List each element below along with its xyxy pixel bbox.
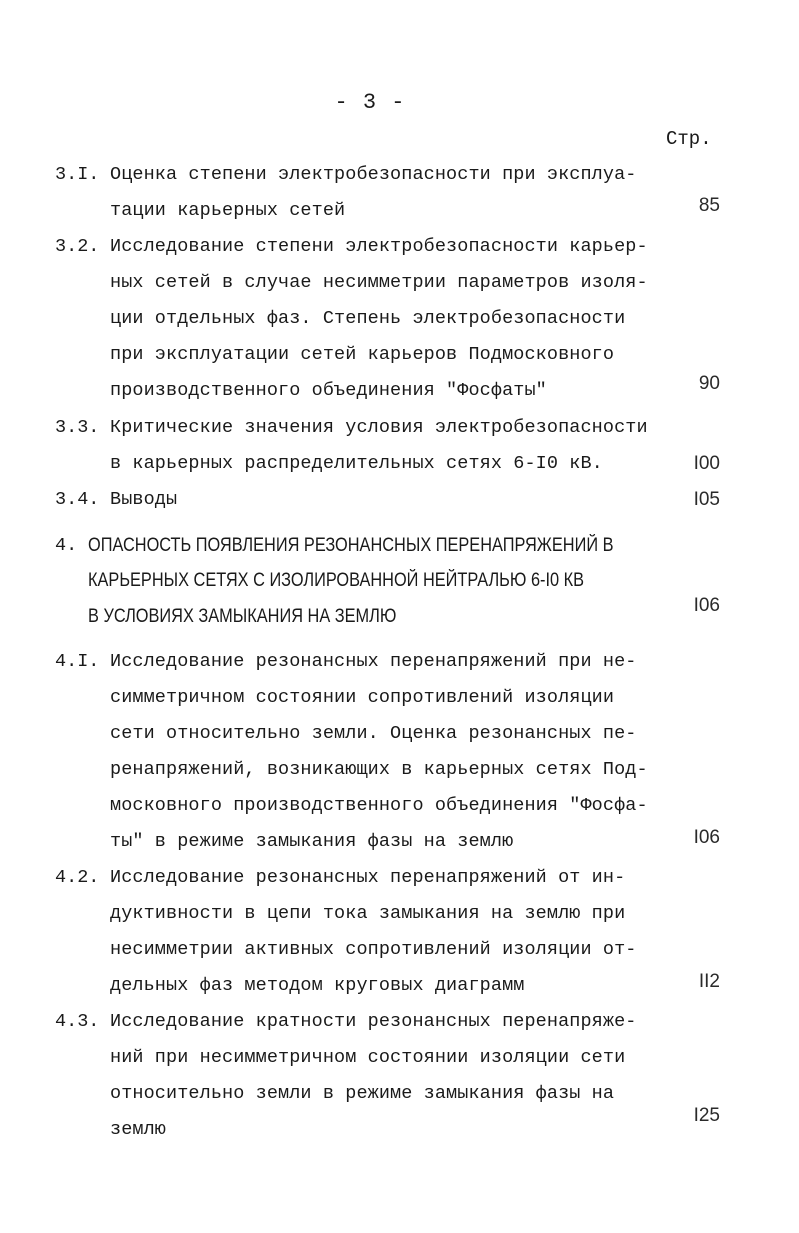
entry-number: 4.2. bbox=[55, 867, 100, 888]
entry-line: Выводы bbox=[110, 489, 178, 510]
page-column-header: Стр. bbox=[666, 128, 712, 150]
page-number: - 3 - bbox=[334, 90, 406, 115]
entry-page: I00 bbox=[693, 453, 720, 474]
entry-page: 85 bbox=[698, 195, 720, 216]
entry-line: В УСЛОВИЯХ ЗАМЫКАНИЯ НА ЗЕМЛЮ bbox=[88, 606, 397, 627]
entry-line: ний при несимметричном состоянии изоляции сети bbox=[110, 1047, 626, 1068]
entry-number: 3.I. bbox=[55, 164, 100, 185]
entry-line: относительно земли в режиме замыкания фазы на bbox=[110, 1083, 615, 1104]
entry-line: московного производственного объединения "Фосфа- bbox=[110, 795, 648, 816]
entry-line: ОПАСНОСТЬ ПОЯВЛЕНИЯ РЕЗОНАНСНЫХ ПЕРЕНАПРЯЖЕНИЙ В bbox=[88, 535, 614, 556]
entry-line: производственного объединения "Фосфаты" bbox=[110, 380, 547, 401]
entry-line: ренапряжений, возникающих в карьерных сетях Под- bbox=[110, 759, 648, 780]
entry-number: 3.3. bbox=[55, 417, 100, 438]
entry-line: сети относительно земли. Оценка резонансных пе- bbox=[110, 723, 637, 744]
entry-number: 3.2. bbox=[55, 236, 100, 257]
entry-line: при эксплуатации сетей карьеров Подмосковного bbox=[110, 344, 615, 365]
entry-line: симметричном состоянии сопротивлений изоляции bbox=[110, 687, 615, 708]
entry-line: в карьерных распределительных сетях 6-I0 кВ. bbox=[110, 453, 603, 474]
entry-line: ции отдельных фаз. Степень электробезопасности bbox=[110, 308, 626, 329]
entry-line: Критические значения условия электробезопасности bbox=[110, 417, 648, 438]
entry-page: I05 bbox=[693, 489, 720, 510]
entry-line: Исследование резонансных перенапряжений от ин- bbox=[110, 867, 626, 888]
entry-number: 3.4. bbox=[55, 489, 100, 510]
entry-line: Исследование резонансных перенапряжений при не- bbox=[110, 651, 637, 672]
entry-line: тации карьерных сетей bbox=[110, 200, 346, 221]
entry-line: ных сетей в случае несимметрии параметров изоля- bbox=[110, 272, 648, 293]
entry-line: Исследование степени электробезопасности карьер- bbox=[110, 236, 648, 257]
entry-number: 4.3. bbox=[55, 1011, 100, 1032]
entry-line: землю bbox=[110, 1119, 167, 1140]
entry-number: 4.I. bbox=[55, 651, 100, 672]
entry-line: несимметрии активных сопротивлений изоляции от- bbox=[110, 939, 637, 960]
entry-line: дуктивности в цепи тока замыкания на землю при bbox=[110, 903, 626, 924]
entry-page: I25 bbox=[693, 1105, 720, 1126]
entry-page: I06 bbox=[693, 595, 720, 616]
entry-page: 90 bbox=[698, 373, 720, 394]
entry-line: Исследование кратности резонансных перенапряже- bbox=[110, 1011, 637, 1032]
entry-line: дельных фаз методом круговых диаграмм bbox=[110, 975, 525, 996]
entry-line: ты" в режиме замыкания фазы на землю bbox=[110, 831, 514, 852]
entry-number: 4. bbox=[55, 535, 78, 556]
entry-line: Оценка степени электробезопасности при эксплуа- bbox=[110, 164, 637, 185]
entry-page: II2 bbox=[698, 971, 720, 992]
entry-line: КАРЬЕРНЫХ СЕТЯХ С ИЗОЛИРОВАННОЙ НЕЙТРАЛЬЮ 6-I0 КВ bbox=[88, 570, 585, 591]
entry-page: I06 bbox=[693, 827, 720, 848]
